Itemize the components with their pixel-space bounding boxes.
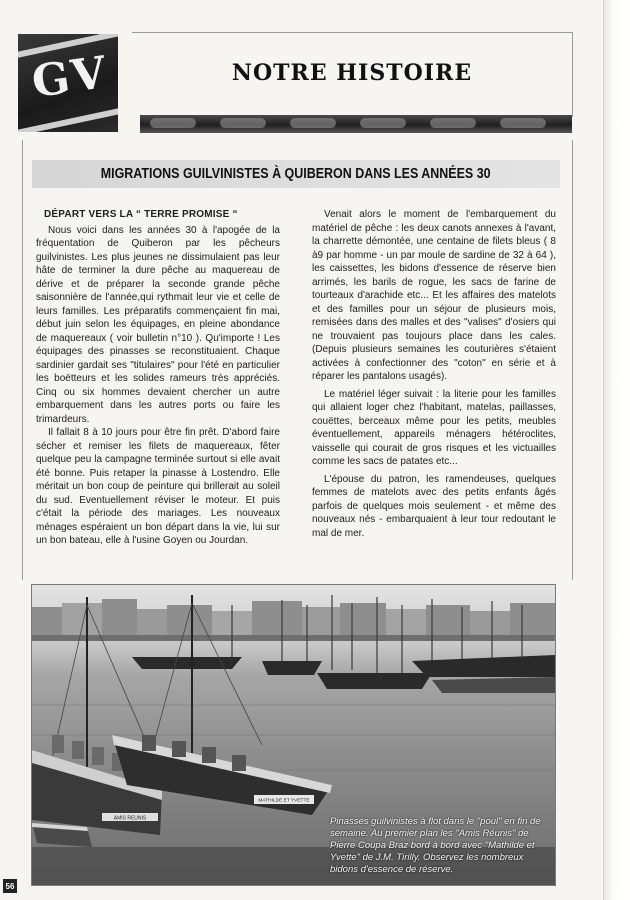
paragraph: Il fallait 8 à 10 jours pour être fin prêt. D'abord faire sécher et remiser les filets de maquereaux, fêter quelque peu la campagne terminée surtout si elle avait été bonne. Puis retaper la pinasse à Lostendro. Elle méritait un bon coup de peinture qui brillerait au soleil du sud. Eventuellement réviser le moteur. Et puis c'était la période des mariages. Les nouveaux ménages espéraient un bon départ dans la vie, lui sur un bon bateau, elle à l'usine Goyen ou Jourdan. [36,427,280,546]
subtitle-band [32,160,560,188]
boat-name-amis-reunis: AMIS REUNIS [113,815,147,822]
article-subtitle: MIGRATIONS GUILVINISTES À QUIBERON DANS LES ANNÉES 30 [101,166,491,182]
left-divider [22,140,23,580]
page-edge [603,0,630,900]
right-column [312,208,556,540]
paragraph: Le matériel léger suivait : la literie pour les familles qui allaient loger chez l'habitant, matelas, paillasses, couëttes, berceaux même pour les petits, meubles éventuellement, appareils ménagers hétéroclites, vaisselle qui courait de gros risques et les victuailles comme les sacs de patates etc... [312,388,556,467]
boat-banner-image [140,115,572,133]
boat-name-mathilde-et-yvette: MATHILDE ET YVETTE [258,798,310,804]
page-number: 56 [3,879,17,893]
right-divider [572,140,573,580]
left-column [36,208,280,548]
logo-text: GV [28,46,111,109]
paragraph: Venait alors le moment de l'embarquement du matériel de pêche : les deux canots annexes à l'avant, la charrette démontée, une centaine de filets bleus ( 8 à9 par homme - un par moule de sardine de 32 à 64 ), les caissettes, les bidons d'essence de réserve bien arrimés, les barils de rogue, les sacs de farine de tourteaux d'arachide etc... Et les affaires des matelots et des familles pour un séjour de plusieurs mois, remisées dans des malles et des "valises" d'osiers qui ne trouvaient pas toujours place dans les cales. (Depuis plusieurs semaines les couturières s'étaient activées à confectionner des "coton" en série et à réparer les pantalons usagés). [312,209,556,382]
page-title: NOTRE HISTOIRE [231,60,473,86]
paragraph: Nous voici dans les années 30 à l'apogée de la fréquentation de Quiberon par les pêcheurs guilvinistes. Les plus jeunes ne dissimulaient pas leur hâte de terminer la dure pêche au maquereau de dérive et de préparer la seconde grande pêche saisonnière de l'année,qui rythmait leur vie et celle de leurs familles. Les préparatifs commençaient fin mai, début juin selon les équipages, en pleine abondance de maquereaux ( voir bulletin n°10 ). Qu'importe ! Les équipages des pinasses se reconstituaient. Chaque sardinier gardait ses "titulaires" pour l'été en particulier les boëtteurs et les solides rameurs très appréciés. Cinq ou six hommes devaient chercher un autre embarquement dans les autres ports ou faire les trimardeurs. [36,224,280,425]
paragraph: L'épouse du patron, les ramendeuses, quelques femmes de matelots avec des petits enfants âgés parfois de quelques mois seulement - et même des nouveaux nés - embarquaient à leur tour redoutant le mal de mer. [312,473,556,539]
section-heading: DÉPART VERS LA “ TERRE PROMISE “ [44,209,238,220]
gv-logo [18,34,118,132]
photo-caption: Pinasses guilvinistes à flot dans le "poul" en fin de semaine. Au premier plan les "Amis Réunis" de Pierre Coupa Braz bord à bord avec "Mathilde et Yvette" de J.M. Tirilly. Observez les nombreux bidons d'essence de réserve. [330,816,541,875]
